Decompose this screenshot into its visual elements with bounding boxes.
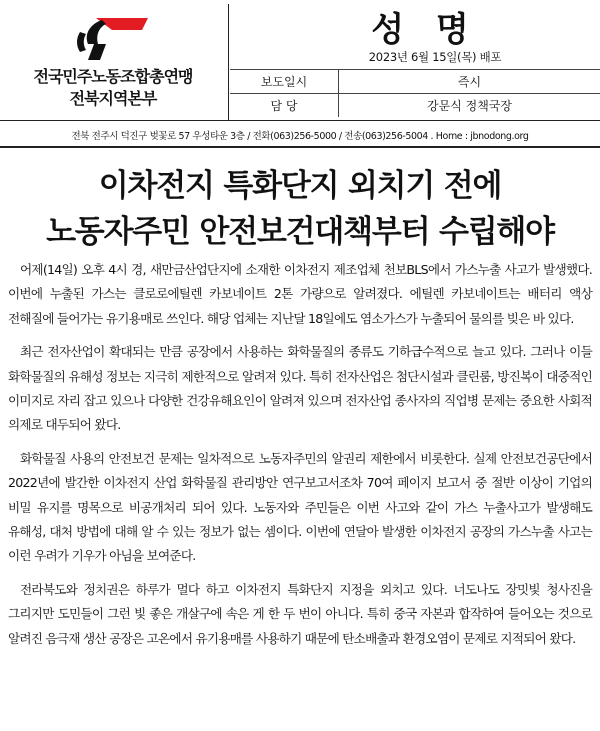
org-branch-name: 전북지역본부: [69, 89, 157, 108]
header-rule: [0, 120, 600, 121]
contact-label: 담 당: [230, 94, 339, 118]
contact-address: 전북 전주시 덕진구 벚꽃로 57 우성타운 3층 / 전화(063)256-5000 / 전송(063)256-5004 . Home : jbnodong.org: [71, 131, 529, 142]
body-paragraph-3: 화학물질 사용의 안전보건 문제는 일차적으로 노동자주민의 알권리 제한에서 비롯한다. 실제 안전보건공단에서 2022년에 발간한 이차전지 산업 화학물질 관리방안 연구보고서조차 70여 페이지 보고서 중 절반 이상이 기업의 비밀 유지를 명목으로 비공개처리 되어 있다. 노동자와 주민들은 이번 사고와 같이 가스 누출사고가 발생해도 유해성, 대처 방법에 대해 알 수 있는 정보가 없는 셈이다. 이번에 연달아 발생한 이차전지 공장의 가스누출 사고는 이런 우려가 기우가 아님을 보여준다.: [8, 450, 592, 564]
issue-date: 2023년 6월 15일(목) 배포: [368, 50, 502, 64]
body-paragraph-2: 최근 전자산업이 확대되는 만큼 공장에서 사용하는 화학물질의 종류도 기하급수적으로 늘고 있다. 그러나 이들 화학물질의 유해성 정보는 지극히 제한적으로 알려져 있다. 특히 전자산업은 첨단시설과 클린룸, 방진복이 대중적인 이미지로 자리 잡고 있으나 다양한 건강유해요인이 알려져 있으며 전자산업 종사자의 직업병 문제는 중요한 사회적 의제로 대두되어 왔다.: [8, 344, 592, 433]
kctu-logo-icon: [72, 14, 150, 64]
org-logo-block: [0, 0, 230, 120]
release-label: 보도일시: [230, 70, 339, 94]
body-paragraph-1: 어제(14일) 오후 4시 경, 새만금산업단지에 소재한 이차전지 제조업체 천보BLS에서 가스누출 사고가 발생했다. 이번에 누출된 가스는 클로로에틸렌 카보네이트 2톤 가량으로 알려졌다. 에틸렌 카보네이트는 배터리 액상 전해질에 들어가는 유기용매로 쓰인다. 해당 업체는 지난달 18일에도 염소가스가 누출되어 물의를 빚은 바 있다.: [8, 262, 592, 326]
release-info-table: [230, 69, 600, 117]
release-value: 즉시: [339, 70, 600, 94]
contact-row: [230, 94, 600, 118]
document-type-title: 성 명: [371, 10, 479, 50]
address-rule: [0, 146, 600, 148]
headline-line-2: 노동자주민 안전보건대책부터 수립해야: [46, 214, 554, 250]
contact-value: 강문식 정책국장: [339, 94, 600, 118]
letterhead: [0, 0, 600, 120]
org-name: 전국민주노동조합총연맹: [33, 67, 193, 86]
header-divider: [228, 4, 229, 120]
release-row: [230, 70, 600, 94]
statement-body: [8, 258, 592, 660]
headline-line-1: 이차전지 특화단지 외치기 전에: [98, 168, 502, 204]
body-paragraph-4: 전라북도와 정치권은 하루가 멀다 하고 이차전지 특화단지 지정을 외치고 있다. 너도나도 장밋빛 청사진을 그리지만 도민들이 그런 빛 좋은 개살구에 속은 게 한 두 번이 아니다. 특히 중국 자본과 합작하여 들어오는 것으로 알려진 음극재 생산 공장은 고온에서 유기용매를 사용하기 때문에 탄소배출과 환경오염이 문제로 지적되어 왔다.: [8, 581, 592, 646]
